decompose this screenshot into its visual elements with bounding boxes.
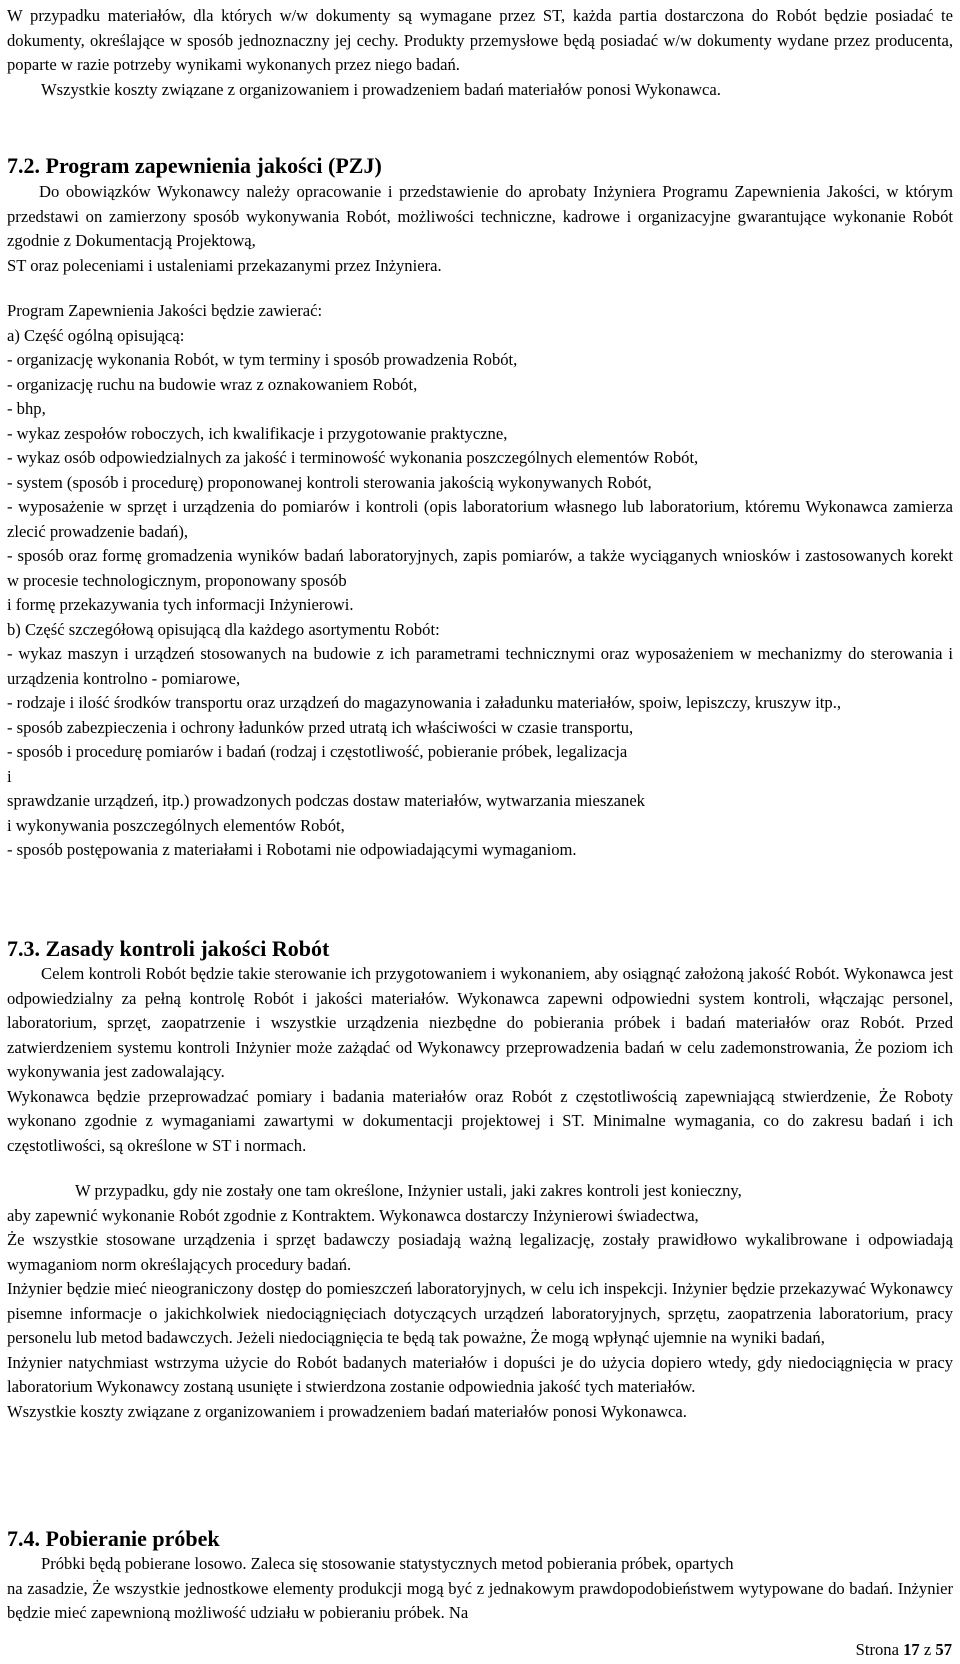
pzj-line: - bhp, bbox=[7, 399, 46, 418]
pzj-line: - sposób i procedurę pomiarów i badań (rodzaj i częstotliwość, pobieranie próbek, legalizacja bbox=[7, 742, 628, 761]
section-7-2-paragraph-1-end: ST oraz poleceniami i ustaleniami przekazanymi przez Inżyniera. bbox=[7, 255, 442, 275]
section-7-4-body bbox=[7, 1552, 953, 1626]
pzj-line: a) Część ogólną opisującą: bbox=[7, 325, 185, 345]
intro-section bbox=[7, 4, 953, 102]
pzj-line: i formę przekazywania tych informacji Inżynierowi. bbox=[7, 595, 354, 614]
pzj-line: - wykaz osób odpowiedzialnych za jakość i terminowość wykonania poszczególnych elementów Robót, bbox=[7, 448, 699, 467]
section-7-3-paragraph-6: Inżynier natychmiast wstrzyma użycie do Robót badanych materiałów i dopuści je do użycia dopiero wtedy, gdy niedociągnięcia w pracy laboratorium Wykonawcy zostaną usunięte i stwierdzona zostanie odpowiednia jakość tych materiałów. bbox=[7, 1352, 953, 1396]
pzj-line: i wykonywania poszczególnych elementów Robót, bbox=[7, 815, 345, 835]
pzj-line: - sposób postępowania z materiałami i Robotami nie odpowiadającymi wymaganiom. bbox=[7, 840, 577, 859]
footer-separator: z bbox=[923, 1640, 932, 1659]
footer-total-pages: 57 bbox=[935, 1640, 952, 1659]
section-7-3-body bbox=[7, 962, 953, 1424]
footer-page-number: 17 bbox=[903, 1640, 920, 1659]
pzj-line: sprawdzanie urządzeń, itp.) prowadzonych podczas dostaw materiałów, wytwarzania mieszanek bbox=[7, 791, 645, 810]
pzj-line: - wyposażenie w sprzęt i urządzenia do pomiarów i kontroli (opis laboratorium własnego lub laboratorium, któremu Wykonawca zamierza zlecić prowadzenie badań), bbox=[7, 497, 953, 541]
section-7-2-paragraph-1: Do obowiązków Wykonawcy należy opracowanie i przedstawienie do aprobaty Inżyniera Programu Zapewnienia Jakości, w którym przedstawi on zamierzony sposób wykonywania Robót, możliwości techniczne, kadrowe i organizacyjne gwarantujące wykonanie Robót zgodnie z Dokumentacją Projektową, bbox=[7, 182, 953, 250]
intro-paragraph-2: Wszystkie koszty związane z organizowaniem i prowadzeniem badań materiałów ponosi Wykonawca. bbox=[41, 79, 721, 99]
section-7-3-paragraph-5: Inżynier będzie mieć nieograniczony dostęp do pomieszczeń laboratoryjnych, w celu ich inspekcji. Inżynier będzie przekazywać Wykonawcy pisemne informacje o jakichkolwiek niedociągnięciach dotyczących urządzeń laboratoryjnych, sprzętu, zaopatrzenia laboratorium, pracy personelu lub metod badawczych. Jeżeli niedociągnięcia te będą tak poważne, Że mogą wpłynąć ujemnie na wyniki badań, bbox=[7, 1279, 953, 1347]
section-7-3-paragraph-3b: aby zapewnić wykonanie Robót zgodnie z Kontraktem. Wykonawca dostarczy Inżynierowi świadectwa, bbox=[7, 1205, 699, 1225]
section-7-4-paragraph-1a: Próbki będą pobierane losowo. Zaleca się stosowanie statystycznych metod pobierania próbek, opartych bbox=[41, 1554, 734, 1573]
section-7-3-paragraph-7: Wszystkie koszty związane z organizowaniem i prowadzeniem badań materiałów ponosi Wykonawca. bbox=[7, 1401, 687, 1421]
section-7-3-paragraph-2: Wykonawca będzie przeprowadzać pomiary i badania materiałów oraz Robót z częstotliwością zapewniającą stwierdzenie, Że Roboty wykonano zgodnie z wymaganiami zawartymi w dokumentacji projektowej i ST. Minimalne wymagania, co do zakresu badań i ich częstotliwości, są określone w ST i normach. bbox=[7, 1086, 953, 1155]
section-7-3-paragraph-4: Że wszystkie stosowane urządzenia i sprzęt badawczy posiadają ważną legalizację, zostały prawidłowo wykalibrowane i odpowiadają wymaganiom norm określających procedury badań. bbox=[7, 1230, 953, 1274]
pzj-line: b) Część szczegółową opisującą dla każdego asortymentu Robót: bbox=[7, 619, 440, 639]
pzj-line: - organizację wykonania Robót, w tym terminy i sposób prowadzenia Robót, bbox=[7, 350, 518, 369]
pzj-line: - wykaz zespołów roboczych, ich kwalifikacje i przygotowanie praktyczne, bbox=[7, 423, 508, 443]
section-7-4-paragraph-1b: na zasadzie, Że wszystkie jednostkowe elementy produkcji mogą być z jednakowym prawdopodobieństwem wytypowane do badań. Inżynier będzie mieć zapewnioną możliwość udziału w pobieraniu próbek. Na bbox=[7, 1578, 953, 1622]
footer-label: Strona bbox=[855, 1640, 899, 1659]
pzj-line: i bbox=[7, 766, 12, 786]
pzj-line: - sposób zabezpieczenia i ochrony ładunków przed utratą ich właściwości w czasie transportu, bbox=[7, 717, 634, 737]
pzj-line: - rodzaje i ilość środków transportu oraz urządzeń do magazynowania i załadunku materiałów, spoiw, lepiszczy, kruszyw itp., bbox=[7, 693, 842, 712]
section-7-2-body bbox=[7, 180, 953, 863]
section-heading-7-2: 7.2. Program zapewnienia jakości (PZJ) bbox=[7, 153, 382, 178]
section-7-3-paragraph-3: W przypadku, gdy nie zostały one tam określone, Inżynier ustali, jaki zakres kontroli jest konieczny, bbox=[75, 1181, 742, 1200]
intro-paragraph-1: W przypadku materiałów, dla których w/w dokumenty są wymagane przez ST, każda partia dostarczona do Robót będzie posiadać te dokumenty, określające w sposób jednoznaczny jej cechy. Produkty przemysłowe będą posiadać w/w dokumenty wydane przez producenta, poparte w razie potrzeby wynikami wykonanych przez niego badań. bbox=[7, 6, 953, 74]
pzj-line: - sposób oraz formę gromadzenia wyników badań laboratoryjnych, zapis pomiarów, a także wyciąganych wniosków i zastosowanych korekt w procesie technologicznym, proponowany sposób bbox=[7, 546, 953, 590]
section-heading-7-4: 7.4. Pobieranie próbek bbox=[7, 1526, 220, 1551]
section-7-3-paragraph-1: Celem kontroli Robót będzie takie sterowanie ich przygotowaniem i wykonaniem, aby osiągnąć założoną jakość Robót. Wykonawca jest odpowiedzialny za pełną kontrolę Robót i jakości materiałów. Wykonawca zapewni odpowiedni system kontroli, włączając personel, laboratorium, sprzęt, zaopatrzenie i wszystkie urządzenia niezbędne do pobierania próbek i badań materiałów oraz Robót. Przed zatwierdzeniem systemu kontroli Inżynier może zażądać od Wykonawcy przeprowadzenia badań w celu zademonstrowania, Że poziom ich wykonywania jest zadowalający. bbox=[7, 964, 953, 1081]
page-footer bbox=[856, 1639, 952, 1661]
pzj-line: - system (sposób i procedurę) proponowanej kontroli sterowania jakością wykonywanych Robót, bbox=[7, 472, 652, 492]
pzj-line: - wykaz maszyn i urządzeń stosowanych na budowie z ich parametrami technicznymi oraz wyposażeniem w mechanizmy do sterowania i urządzenia kontrolno - pomiarowe, bbox=[7, 644, 953, 688]
section-heading-7-3: 7.3. Zasady kontroli jakości Robót bbox=[7, 936, 330, 961]
pzj-line: Program Zapewnienia Jakości będzie zawierać: bbox=[7, 301, 323, 320]
pzj-line: - organizację ruchu na budowie wraz z oznakowaniem Robót, bbox=[7, 374, 418, 394]
